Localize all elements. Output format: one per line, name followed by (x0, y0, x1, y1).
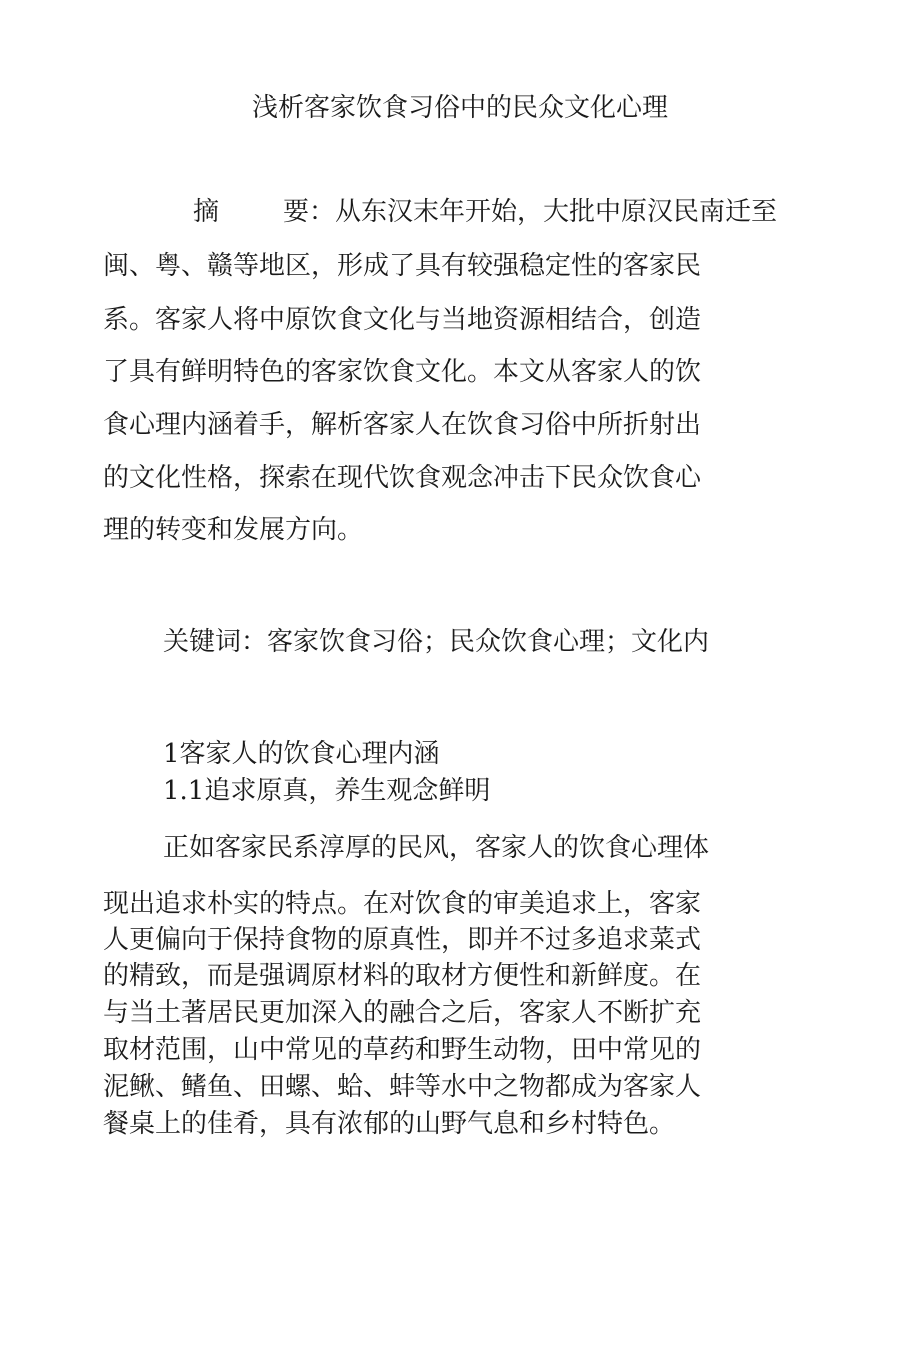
abstract-line: 食心理内涵着手，解析客家人在饮食习俗中所折射出 (103, 410, 702, 440)
paragraph-line: 与当土著居民更加深入的融合之后，客家人不断扩充 (103, 998, 702, 1028)
abstract-first-line (193, 196, 777, 228)
section-heading: 1客家人的饮食心理内涵 (163, 739, 440, 769)
abstract-line: 的文化性格，探索在现代饮食观念冲击下民众饮食心 (103, 463, 702, 493)
abstract-line: 理的转变和发展方向。 (103, 515, 364, 545)
keywords-line: 关键词：客家饮食习俗；民众饮食心理；文化内 (163, 627, 710, 657)
paragraph-line: 现出追求朴实的特点。在对饮食的审美追求上，客家 (103, 889, 702, 919)
abstract-label-char-1: 摘 (193, 197, 220, 227)
abstract-first-line-text: ：从东汉末年开始，大批中原汉民南迁至 (309, 197, 778, 227)
paragraph-line: 正如客家民系淳厚的民风，客家人的饮食心理体 (163, 833, 710, 863)
paragraph-line: 餐桌上的佳肴，具有浓郁的山野气息和乡村特色。 (103, 1109, 676, 1139)
paragraph-line: 取材范围，山中常见的草药和野生动物，田中常见的 (103, 1035, 702, 1065)
abstract-line: 闽、粤、赣等地区，形成了具有较强稳定性的客家民 (103, 251, 702, 281)
paragraph-line: 的精致，而是强调原材料的取材方便性和新鲜度。在 (103, 961, 702, 991)
abstract-line: 系。客家人将中原饮食文化与当地资源相结合，创造 (103, 305, 702, 335)
paragraph-line: 人更偏向于保持食物的原真性，即并不过多追求菜式 (103, 925, 702, 955)
subsection-heading: 1.1追求原真，养生观念鲜明 (163, 776, 491, 806)
abstract-line: 了具有鲜明特色的客家饮食文化。本文从客家人的饮 (103, 357, 702, 387)
abstract-label-char-2: 要 (283, 197, 310, 227)
paragraph-line: 泥鳅、鳍鱼、田螺、蛤、蚌等水中之物都成为客家人 (103, 1072, 702, 1102)
document-title: 浅析客家饮食习俗中的民众文化心理 (251, 93, 668, 123)
